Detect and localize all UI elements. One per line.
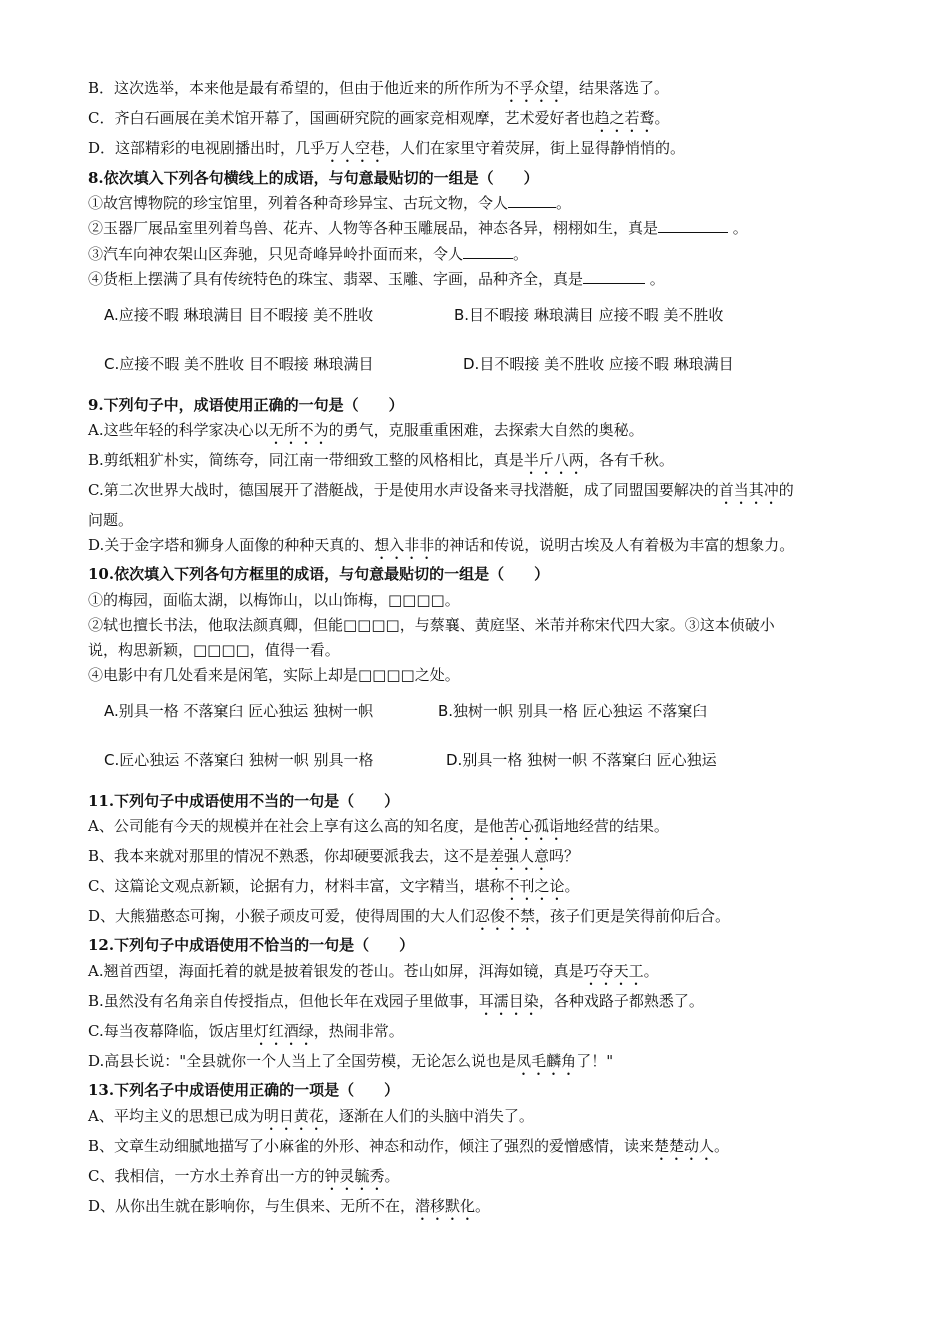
q10-sentence-2: ②轼也擅长书法，他取法颜真卿，但能□□□□，与蔡襄、黄庭坚、米芾并称宋代四大家。③这本侦破小	[88, 616, 775, 634]
q8-sentence-2: ②玉器厂展品室里列着鸟兽、花卉、人物等各种玉雕展品，神态各异，栩栩如生，真是 。	[88, 219, 748, 237]
q10-option-b: B.独树一帜 别具一格 匠心独运 不落窠臼	[438, 702, 708, 720]
q10-sentence-1: ①的梅园，面临太湖，以梅饰山，以山饰梅，□□□□。	[88, 591, 460, 609]
q9-option-b: B.剪纸粗犷朴实，简练夸，同江南一带细致工整的风格相比，真是半斤八两，各有千秋。	[88, 451, 674, 469]
q9-option-d: D.关于金字塔和狮身人面像的种种天真的、想入非非的神话和传说，说明古埃及人有着极为丰富的想象力。	[88, 536, 795, 554]
q10-options-row-1	[104, 700, 708, 721]
q13-option-b: B、文章生动细腻地描写了小麻雀的外形、神态和动作，倾注了强烈的爱憎感情，读来楚楚动人。	[88, 1137, 730, 1155]
q8-options-row-1	[104, 304, 724, 325]
q12-option-a: A.翘首西望，海面托着的就是披着银发的苍山。苍山如屏，洱海如镜，真是巧夺天工。	[88, 962, 659, 980]
q7-option-c: C．齐白石画展在美术馆开幕了，国画研究院的画家竞相观摩，艺术爱好者也趋之若鹜。	[88, 109, 670, 127]
q9-option-a: A.这些年轻的科学家决心以无所不为的勇气，克服重重困难，去探索大自然的奥秘。	[88, 421, 644, 439]
q12-option-c: C.每当夜幕降临，饭店里灯红酒绿，热闹非常。	[88, 1022, 404, 1040]
q11-option-c: C、这篇论文观点新颖，论据有力，材料丰富，文字精当，堪称不刊之论。	[88, 877, 580, 895]
q9-option-c: C.第二次世界大战时，德国展开了潜艇战，于是使用水声设备来寻找潜艇，成了同盟国要解决的首当其冲的	[88, 481, 794, 499]
q8-option-c: C.应接不暇 美不胜收 目不暇接 琳琅满目	[104, 355, 374, 373]
q12-option-b: B.虽然没有名角亲自传授指点，但他长年在戏园子里做事，耳濡目染，各种戏路子都熟悉了。	[88, 992, 704, 1010]
q10-option-c: C.匠心独运 不落窠臼 独树一帜 别具一格	[104, 751, 374, 769]
q10-title: 10.依次填入下列各句方框里的成语，与句意最贴切的一组是（ ）	[88, 565, 550, 583]
q11-option-d: D、大熊猫憨态可掬，小猴子顽皮可爱，使得周围的大人们忍俊不禁，孩子们更是笑得前仰后合。	[88, 907, 731, 925]
q7-option-d: D．这部精彩的电视剧播出时，几乎万人空巷，人们在家里守着荧屏，街上显得静悄悄的。	[88, 139, 686, 157]
q8-option-d: D.目不暇接 美不胜收 应接不暇 琳琅满目	[463, 355, 734, 373]
q13-title: 13.下列名子中成语使用正确的一项是（ ）	[88, 1081, 400, 1099]
q8-sentence-3: ③汽车向神农架山区奔驰，只见奇峰异岭扑面而来，令人 。	[88, 245, 529, 263]
q13-option-d: D、从你出生就在影响你，与生俱来、无所不在，潜移默化。	[88, 1197, 491, 1215]
q11-option-b: B、我本来就对那里的情况不熟悉，你却硬要派我去，这不是差强人意吗？	[88, 847, 580, 865]
q12-option-d: D.高县长说："全县就你一个人当上了全国劳模，无论怎么说也是凤毛麟角了！"	[88, 1052, 614, 1070]
q9-title: 9.下列句子中，成语使用正确的一句是（ ）	[88, 396, 404, 414]
q10-option-d: D.别具一格 独树一帜 不落窠臼 匠心独运	[446, 751, 717, 769]
q8-option-a: A.应接不暇 琳琅满目 目不暇接 美不胜收	[104, 306, 374, 324]
q13-option-c: C、我相信，一方水土养育出一方的钟灵毓秀。	[88, 1167, 400, 1185]
q11-option-a: A、公司能有今天的规模并在社会上享有这么高的知名度，是他苦心孤诣地经营的结果。	[88, 817, 669, 835]
q9-option-c-cont: 问题。	[88, 511, 134, 529]
q8-option-b: B.目不暇接 琳琅满目 应接不暇 美不胜收	[454, 306, 724, 324]
q13-option-a: A、平均主义的思想已成为明日黄花，逐渐在人们的头脑中消失了。	[88, 1107, 534, 1125]
q11-title: 11.下列句子中成语使用不当的一句是（ ）	[88, 792, 400, 810]
q10-options-row-2	[104, 749, 717, 770]
q12-title: 12.下列句子中成语使用不恰当的一句是（ ）	[88, 936, 415, 954]
q10-option-a: A.别具一格 不落窠臼 匠心独运 独树一帜	[104, 702, 374, 720]
q8-title: 8.依次填入下列各句横线上的成语，与句意最贴切的一组是（ ）	[88, 169, 539, 187]
q7-option-b: B．这次选举，本来他是最有希望的，但由于他近来的所作所为不孚众望，结果落选了。	[88, 79, 670, 97]
q8-sentence-1: ①故宫博物院的珍宝馆里，列着各种奇珍异宝、古玩文物，令人 。	[88, 194, 572, 212]
q10-sentence-3: 说，构思新颖，□□□□，值得一看。	[88, 641, 340, 659]
q8-options-row-2	[104, 353, 734, 374]
q10-sentence-4: ④电影中有几处看来是闲笔，实际上却是□□□□之处。	[88, 666, 460, 684]
q8-sentence-4: ④货柜上摆满了具有传统特色的珠宝、翡翠、玉雕、字画，品种齐全，真是 。	[88, 270, 665, 288]
